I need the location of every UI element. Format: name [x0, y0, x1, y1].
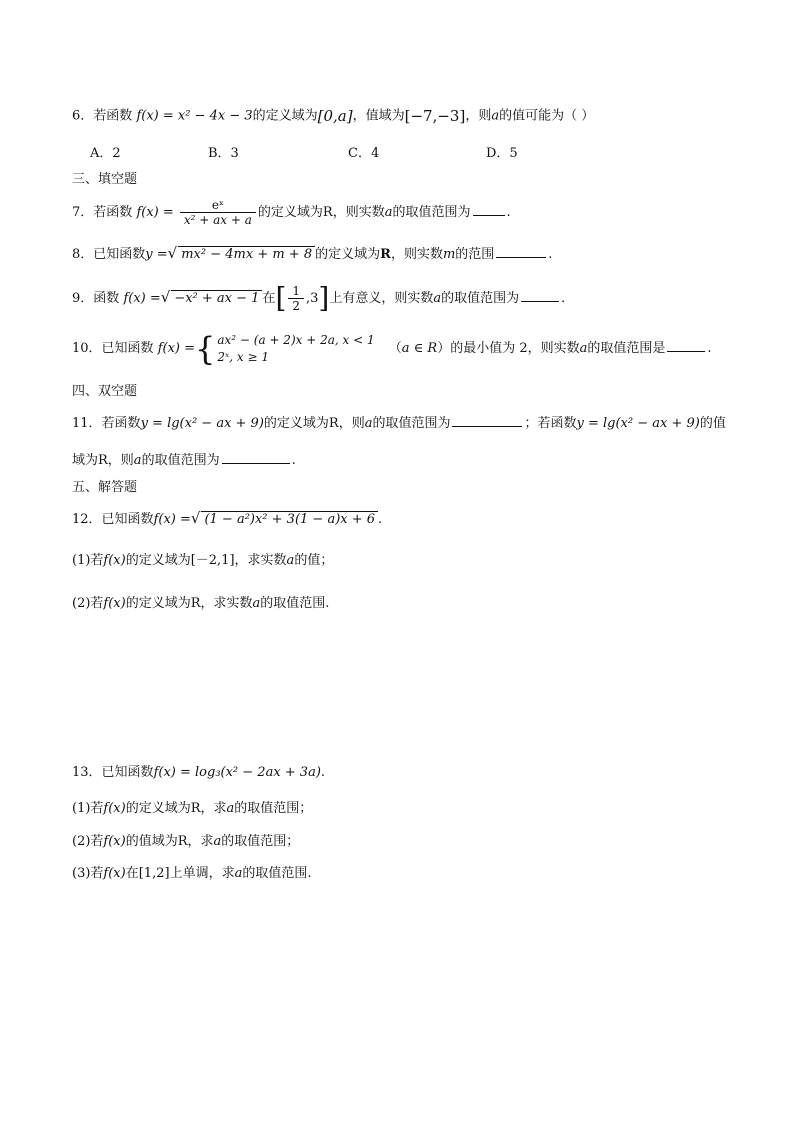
text: 的值；: [294, 553, 334, 568]
text: 在: [125, 866, 139, 881]
text: 的定义域为[－2,1]，求实数: [125, 553, 287, 568]
radicand: mx² − 4mx + m + 8: [178, 246, 315, 263]
question-number: 12．: [72, 512, 102, 527]
formula: [1,2]: [138, 866, 170, 881]
formula: f(x): [103, 553, 126, 568]
text: 已知函数: [101, 512, 154, 527]
option-d[interactable]: D．5: [486, 146, 518, 161]
variable: a: [364, 416, 373, 431]
text: 函数: [93, 291, 120, 306]
formula: ,3: [306, 291, 319, 306]
variable: m: [442, 247, 456, 262]
text: (2)若: [72, 834, 104, 849]
question-7: [72, 198, 511, 228]
variable: a: [234, 866, 243, 881]
variable: a: [491, 108, 500, 124]
text: .: [320, 765, 326, 780]
question-13-part-1: [72, 799, 312, 819]
text: ，则实数: [390, 247, 443, 262]
question-11-cont: [72, 451, 296, 471]
text: 的取值范围为: [372, 416, 451, 431]
question-13: [72, 763, 325, 783]
text: 上单调，求: [169, 866, 235, 881]
question-13-part-2: [72, 832, 299, 852]
answer-blank[interactable]: [521, 289, 559, 302]
variable: a: [433, 291, 442, 306]
question-number: 9．: [72, 291, 94, 306]
question-12-part-1: [72, 551, 333, 571]
text: (2)若: [72, 596, 104, 611]
text: 的取值范围；: [221, 834, 300, 849]
variable: a: [133, 453, 142, 468]
formula: y = lg(x² − ax + 9): [140, 416, 264, 431]
text: 的取值范围.: [242, 866, 312, 881]
formula: f(x) =: [136, 205, 174, 220]
text: 的值域为R，求: [125, 834, 214, 849]
text: ）的最小值为 2，则实数: [437, 341, 580, 356]
fraction: [288, 284, 304, 313]
text: .: [506, 205, 511, 220]
text: 的取值范围；: [234, 801, 313, 816]
question-8: [72, 243, 552, 265]
text: 若函数: [93, 108, 133, 124]
text: 已知函数: [101, 341, 154, 356]
text: 的取值范围是: [587, 341, 666, 356]
formula: f(x) = x² − 4x − 3: [136, 108, 253, 124]
text: ；若函数: [524, 416, 577, 431]
variable: a: [213, 834, 222, 849]
question-13-part-3: [72, 864, 311, 884]
option-c[interactable]: C．4: [348, 146, 380, 161]
text: (1)若: [72, 801, 104, 816]
formula: a ∈ R: [401, 341, 438, 356]
text: .: [291, 453, 296, 468]
answer-blank[interactable]: [222, 451, 290, 464]
text: (3)若: [72, 866, 104, 881]
variable: a: [252, 596, 261, 611]
question-11: [72, 414, 726, 434]
numerator: 1: [288, 284, 304, 299]
question-number: 8．: [72, 247, 94, 262]
text: 已知函数: [101, 765, 154, 780]
text: 的定义域为R，求实数: [125, 596, 253, 611]
text: 上有意义，则实数: [329, 291, 434, 306]
text: 的范围: [455, 247, 495, 262]
text: 的值: [699, 416, 726, 431]
bracket-right: ]: [318, 281, 330, 315]
radicand: −x² + ax − 1: [171, 290, 262, 307]
formula: f(x) =: [157, 341, 196, 356]
answer-blank[interactable]: [473, 203, 505, 216]
section-heading: 四、双空题: [72, 384, 138, 399]
answer-blank[interactable]: [667, 339, 705, 352]
question-number: 13．: [72, 765, 102, 780]
section-heading: 五、解答题: [72, 480, 138, 495]
question-10: [72, 330, 712, 368]
piecewise-cases: [217, 332, 374, 366]
formula: f(x): [103, 834, 126, 849]
fraction: [180, 198, 256, 227]
question-number: 7．: [72, 205, 94, 220]
radical-sign: √: [167, 244, 178, 262]
variable: a: [384, 205, 393, 220]
text: 若函数: [93, 205, 133, 220]
formula: [−7,−3]: [404, 107, 466, 125]
question-6: [72, 106, 594, 127]
question-number: 10．: [72, 341, 102, 356]
variable: a: [226, 801, 235, 816]
text: 的定义域为R，求: [125, 801, 227, 816]
text: 的定义域为R，则实数: [257, 205, 385, 220]
text: ，则: [465, 108, 492, 124]
text: 的取值范围.: [260, 596, 330, 611]
formula: f(x): [103, 801, 126, 816]
text: 若函数: [101, 416, 141, 431]
radicand: (1 − a²)x² + 3(1 − a)x + 6: [201, 511, 378, 528]
formula: y = lg(x² − ax + 9): [576, 416, 700, 431]
answer-blank[interactable]: [452, 414, 522, 427]
bracket-left: [: [275, 281, 287, 315]
text: 在: [262, 291, 276, 306]
radical-sign: √: [160, 288, 171, 306]
text: .: [548, 247, 553, 262]
case-1: ax² − (a + 2)x + 2a, x < 1: [217, 332, 375, 347]
brace-icon: {: [195, 329, 216, 368]
text: 的取值范围为: [392, 205, 471, 220]
text: （: [388, 341, 402, 356]
radical-sign: √: [190, 509, 201, 527]
text: 的定义域为R，则: [263, 416, 365, 431]
formula: [0,a]: [317, 107, 353, 125]
answer-blank[interactable]: [496, 245, 546, 258]
formula: f(x): [103, 866, 126, 881]
option-a[interactable]: A．2: [90, 146, 121, 161]
formula: f(x) = log₃(x² − 2ax + 3a): [153, 765, 321, 780]
question-number: 11．: [72, 416, 102, 431]
question-9: [72, 282, 574, 314]
denominator: x² + ax + a: [183, 213, 252, 227]
formula: f(x) =: [153, 512, 191, 527]
option-b[interactable]: B．3: [208, 146, 239, 161]
text: 的值可能为（ ）: [499, 108, 595, 124]
text: R: [380, 247, 391, 262]
text: 已知函数: [93, 247, 146, 262]
text: .: [707, 341, 712, 356]
variable: a: [286, 553, 295, 568]
text: 的取值范围为: [141, 453, 220, 468]
text: 的定义域为: [315, 247, 381, 262]
text: 的取值范围为: [441, 291, 520, 306]
denominator: 2: [292, 299, 301, 313]
question-12: [72, 508, 382, 530]
section-heading: 三、填空题: [72, 172, 138, 187]
text: ．: [561, 291, 575, 306]
text: 的定义域为: [252, 108, 318, 124]
text: (1)若: [72, 553, 104, 568]
numerator: eˣ: [180, 198, 256, 213]
question-12-part-2: [72, 594, 329, 614]
text: 域为R，则: [72, 453, 134, 468]
question-number: 6．: [72, 108, 94, 124]
formula: f(x) =: [123, 291, 161, 306]
variable: a: [579, 341, 588, 356]
case-2: 2ˣ, x ≥ 1: [217, 349, 269, 364]
formula: f(x): [103, 596, 126, 611]
text: .: [378, 512, 383, 527]
formula: y =: [145, 247, 168, 262]
text: ，值域为: [352, 108, 405, 124]
